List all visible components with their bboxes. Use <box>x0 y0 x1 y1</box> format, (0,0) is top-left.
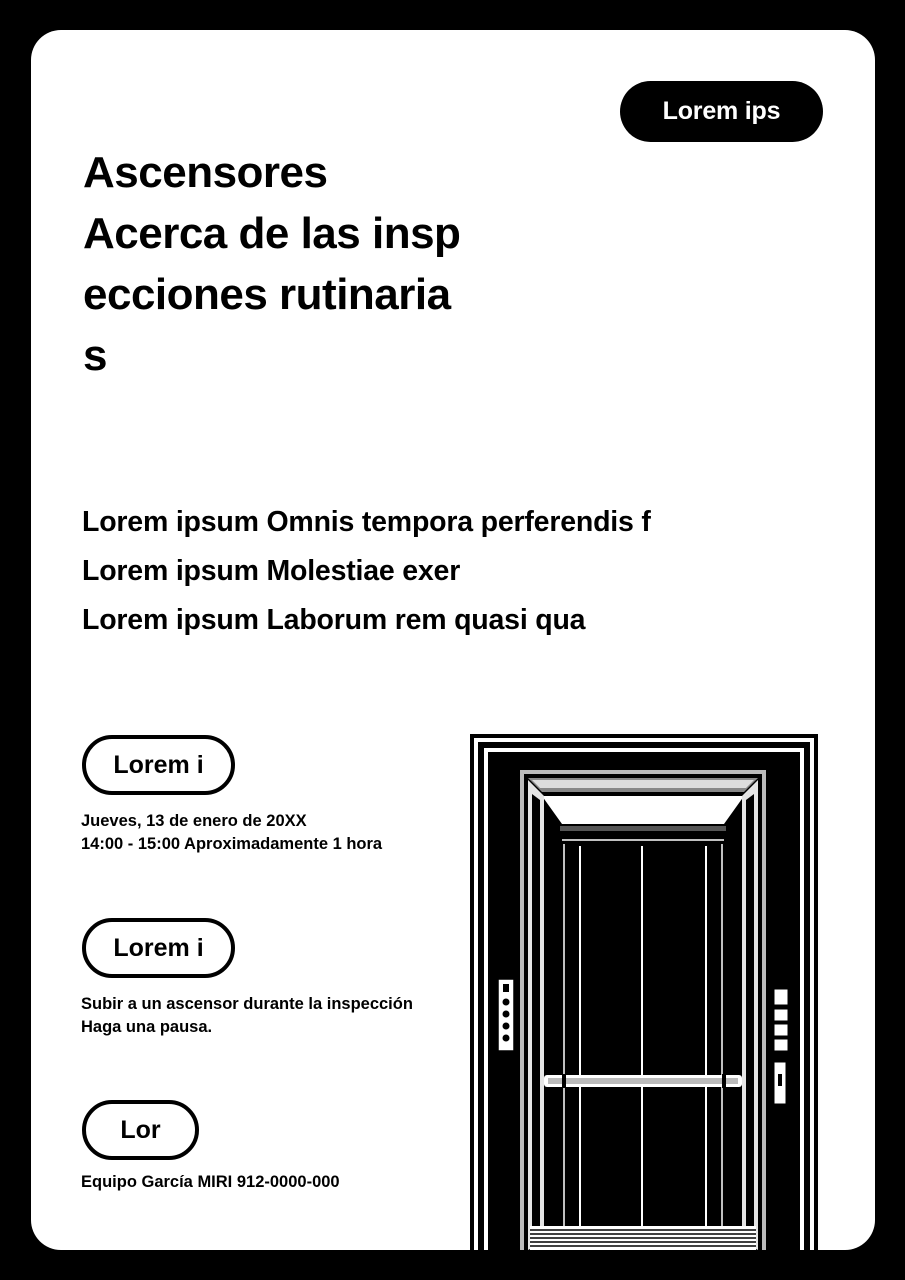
header-badge: Lorem ips <box>620 81 823 142</box>
title-line: Ascensores <box>83 148 328 197</box>
lead-list <box>82 498 842 645</box>
info-line: Equipo García MIRI 912-0000-000 <box>81 1173 340 1191</box>
section-label-schedule: Lorem i <box>82 735 235 795</box>
title-line: Acerca de las insp <box>83 209 461 258</box>
schedule-info <box>81 810 382 856</box>
section-label-notice: Lorem i <box>82 918 235 978</box>
info-line: Subir a un ascensor durante la inspección <box>81 995 413 1013</box>
flyer-card <box>31 30 875 1250</box>
lead-item: Lorem ipsum Molestiae exer <box>82 555 461 587</box>
lead-item: Lorem ipsum Laborum rem quasi qua <box>82 604 586 636</box>
lead-item: Lorem ipsum Omnis tempora perferendis f <box>82 506 651 538</box>
elevator-icon <box>470 734 820 1250</box>
section-label-contact: Lor <box>82 1100 199 1160</box>
page-title <box>83 142 523 386</box>
title-line: s <box>83 331 107 380</box>
info-line: Jueves, 13 de enero de 20XX <box>81 812 307 830</box>
contact-info <box>81 1171 340 1194</box>
info-line: 14:00 - 15:00 Aproximadamente 1 hora <box>81 835 383 853</box>
notice-info <box>81 993 413 1039</box>
info-line: Haga una pausa. <box>81 1018 213 1036</box>
title-line: ecciones rutinaria <box>83 270 451 319</box>
